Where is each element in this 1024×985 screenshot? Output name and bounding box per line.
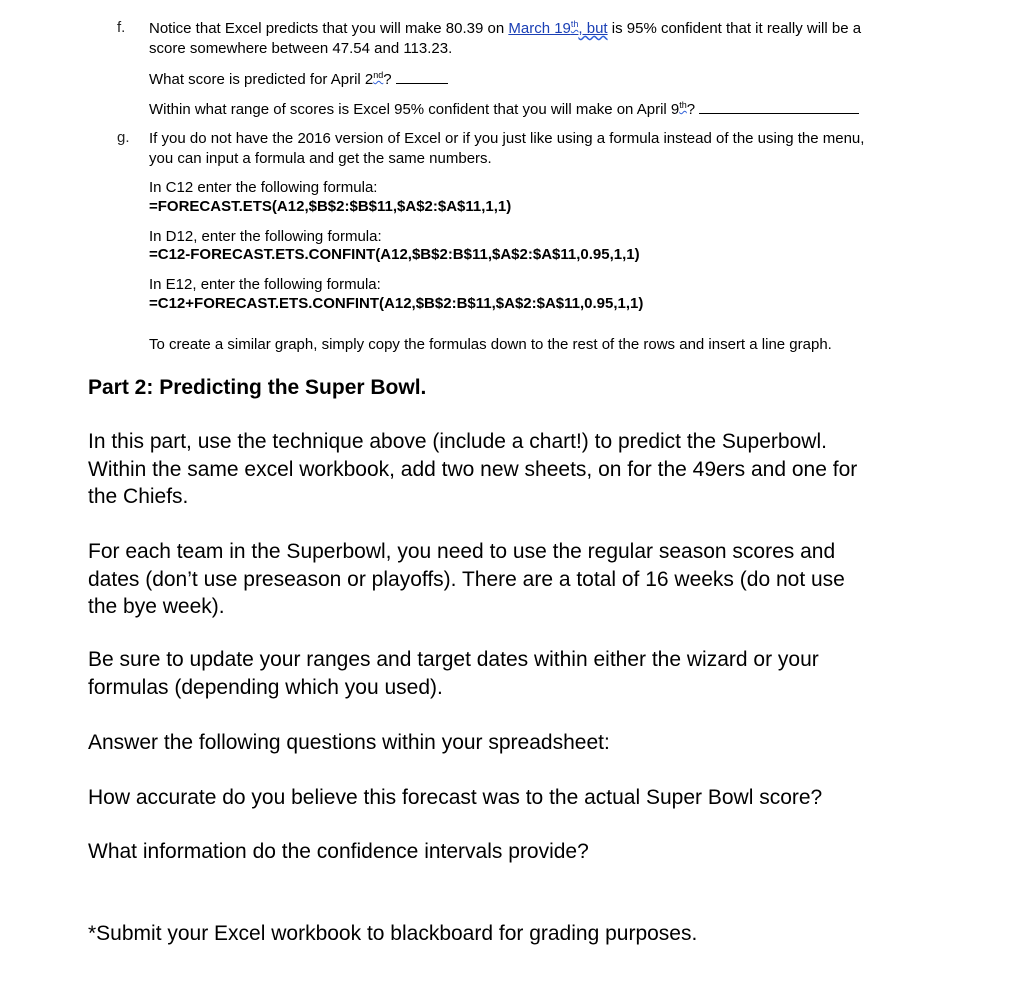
submit-note: *Submit your Excel workbook to blackboard for grading purposes. xyxy=(88,922,698,945)
part-2-paragraph-3-line-1: Be sure to update your ranges and target dates within either the wizard or your xyxy=(88,648,819,671)
part-2-paragraph-2-line-1: For each team in the Superbowl, you need to use the regular season scores and xyxy=(88,540,836,563)
march-19-link: March 19th, but xyxy=(508,19,608,37)
item-f-line-1-text: Notice that Excel predicts that you will make 80.39 on xyxy=(149,20,509,37)
part-2-paragraph-2-line-3: the bye week). xyxy=(88,595,225,618)
item-f-question-april-9: Within what range of scores is Excel 95% confident that you will make on April 9th? xyxy=(149,99,859,120)
item-f-question-april-2: What score is predicted for April 2nd? xyxy=(149,69,448,90)
part-2-instructions: Answer the following questions within your spreadsheet: xyxy=(88,731,610,754)
item-g-marker: g. xyxy=(117,129,130,146)
item-g-line-2: you can input a formula and get the same numbers. xyxy=(149,150,492,167)
e12-label: In E12, enter the following formula: xyxy=(149,276,381,293)
d12-label: In D12, enter the following formula: xyxy=(149,228,382,245)
item-f-line-2: score somewhere between 47.54 and 113.23. xyxy=(149,40,453,57)
item-f-line-1: Notice that Excel predicts that you will make 80.39 on March 19th, but is 95% confident that it really will be a xyxy=(149,19,862,37)
c12-formula: =FORECAST.ETS(A12,$B$2:$B$11,$A$2:$A$11,1,1) xyxy=(149,198,512,215)
part-2-paragraph-1-line-3: the Chiefs. xyxy=(88,485,189,508)
question-forecast-accuracy: How accurate do you believe this forecast was to the actual Super Bowl score? xyxy=(88,786,823,809)
e12-formula: =C12+FORECAST.ETS.CONFINT(A12,$B$2:B$11,$A$2:$A$11,0.95,1,1) xyxy=(149,295,644,312)
answer-blank-april-2[interactable] xyxy=(396,69,448,84)
part-2-paragraph-1-line-2: Within the same excel workbook, add two new sheets, on for the 49ers and one for xyxy=(88,458,858,481)
item-g-line-1: If you do not have the 2016 version of Excel or if you just like using a formula instead of the using the menu, xyxy=(149,130,865,147)
item-f-marker: f. xyxy=(117,19,126,36)
question-confidence-intervals: What information do the confidence intervals provide? xyxy=(88,840,589,863)
part-2-paragraph-3-line-2: formulas (depending which you used). xyxy=(88,676,443,699)
graph-note: To create a similar graph, simply copy the formulas down to the rest of the rows and insert a line graph. xyxy=(149,336,832,353)
part-2-heading: Part 2: Predicting the Super Bowl. xyxy=(88,376,427,399)
part-2-paragraph-2-line-2: dates (don’t use preseason or playoffs). There are a total of 16 weeks (do not use xyxy=(88,568,845,591)
answer-blank-april-9[interactable] xyxy=(699,99,859,114)
part-2-paragraph-1-line-1: In this part, use the technique above (include a chart!) to predict the Superbowl. xyxy=(88,430,827,453)
d12-formula: =C12-FORECAST.ETS.CONFINT(A12,$B$2:B$11,$A$2:$A$11,0.95,1,1) xyxy=(149,246,640,263)
c12-label: In C12 enter the following formula: xyxy=(149,179,378,196)
